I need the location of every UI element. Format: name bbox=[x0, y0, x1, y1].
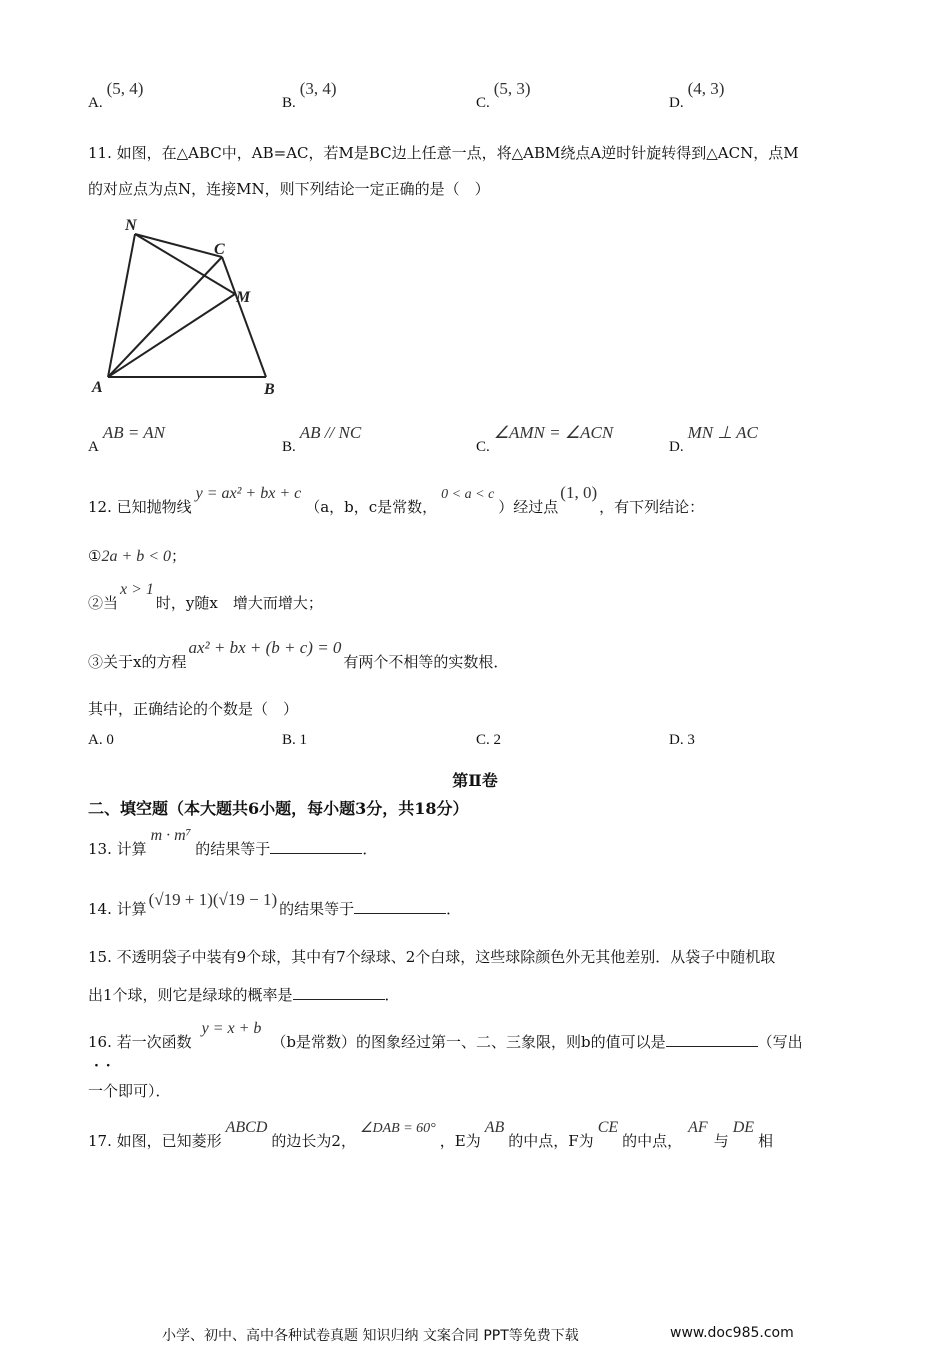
q15-line2: 出1个球，则它是绿球的概率是 ． bbox=[88, 986, 400, 1004]
q10-option-d: D.(4, 3) bbox=[669, 79, 725, 111]
label-a: A bbox=[92, 379, 103, 396]
segment-nc bbox=[135, 234, 222, 257]
q10-option-a: A.(5, 4) bbox=[88, 79, 144, 111]
q12-statement-3: ③关于x的方程ax² + bx + (b + c) = 0有两个不相等的实数根． bbox=[88, 638, 509, 671]
q17-line1: 17. 如图，已知菱形ABCD的边长为2，∠DAB = 60°，E为AB的中点，F为CE的中点，AF与DE相 bbox=[88, 1119, 774, 1150]
q14: 14. 计算 (√19 + 1)(√19 − 1) 的结果等于 ． bbox=[88, 890, 462, 918]
q12-option-c: C. 2 bbox=[476, 732, 502, 748]
q11-option-c: C.∠AMN = ∠ACN bbox=[476, 423, 614, 455]
q12-formula: y = ax² + bx + c bbox=[195, 485, 302, 502]
q14-answer-blank[interactable] bbox=[354, 899, 446, 914]
q11-line2: 的对应点为点N，连接MN，则下列结论一定正确的是（ ） bbox=[88, 180, 490, 198]
footer-text: 小学、初中、高中各种试卷真题 知识归纳 文案合同 PPT等免费下载 bbox=[162, 1328, 579, 1344]
q11-line1: 11. 如图，在△ABC中，AB=AC，若M是BC边上任意一点，将△ABM绕点A逆时针旋转得到△ACN，点M bbox=[88, 144, 799, 162]
q10-option-b: B.(3, 4) bbox=[282, 79, 337, 111]
q12-statement-2: ②当x > 1时，y随x 增大而增大； bbox=[88, 581, 323, 612]
q15-line1: 15. 不透明袋子中装有9个球，其中有7个绿球、2个白球，这些球除颜色外无其他差别．从袋子中随机取 bbox=[88, 948, 776, 966]
q16-line2: 一个即可）． bbox=[88, 1082, 171, 1100]
q12-point: (1, 0) bbox=[560, 483, 598, 502]
q16-emphasis-dots: · · bbox=[94, 1058, 112, 1074]
q11-option-d: D.MN ⊥ AC bbox=[669, 423, 758, 455]
q11-option-a: AAB = AN bbox=[88, 423, 165, 455]
q12-option-d: D. 3 bbox=[669, 732, 695, 748]
segment-an bbox=[108, 234, 135, 377]
q12-stem: 12. 已知抛物线y = ax² + bx + c（a，b，c是常数，0 < a < c）经过点(1, 0)，有下列结论： bbox=[88, 483, 705, 516]
volume-title: 第Ⅱ卷 bbox=[452, 771, 498, 790]
label-n: N bbox=[125, 217, 137, 234]
segment-cb bbox=[222, 257, 266, 377]
segment-am bbox=[108, 294, 235, 377]
label-b: B bbox=[264, 381, 275, 398]
q13: 13. 计算m · m⁷的结果等于 ． bbox=[88, 827, 378, 858]
label-c: C bbox=[214, 241, 225, 258]
q12-statement-1: ①2a + b < 0； bbox=[88, 547, 187, 565]
q16-answer-blank[interactable] bbox=[666, 1032, 758, 1047]
q11-option-b: B.AB // NC bbox=[282, 423, 362, 455]
q15-answer-blank[interactable] bbox=[293, 985, 385, 1000]
q12-option-a: A. 0 bbox=[88, 732, 114, 748]
q12-option-b: B. 1 bbox=[282, 732, 308, 748]
section-heading: 二、填空题（本大题共6小题，每小题3分，共18分） bbox=[88, 799, 469, 818]
label-m: M bbox=[236, 289, 251, 306]
q12-question: 其中，正确结论的个数是（ ） bbox=[88, 700, 299, 718]
q13-answer-blank[interactable] bbox=[270, 839, 362, 854]
q12-condition: 0 < a < c bbox=[441, 487, 495, 502]
q16-line1: 16. 若一次函数y = x + b（b是常数）的图象经过第一、二、三象限，则b的值可以是 （写出 bbox=[88, 1020, 803, 1051]
q10-option-c: C.(5, 3) bbox=[476, 79, 531, 111]
q11-figure bbox=[88, 212, 288, 402]
footer-site[interactable]: www.doc985.com bbox=[670, 1325, 794, 1341]
